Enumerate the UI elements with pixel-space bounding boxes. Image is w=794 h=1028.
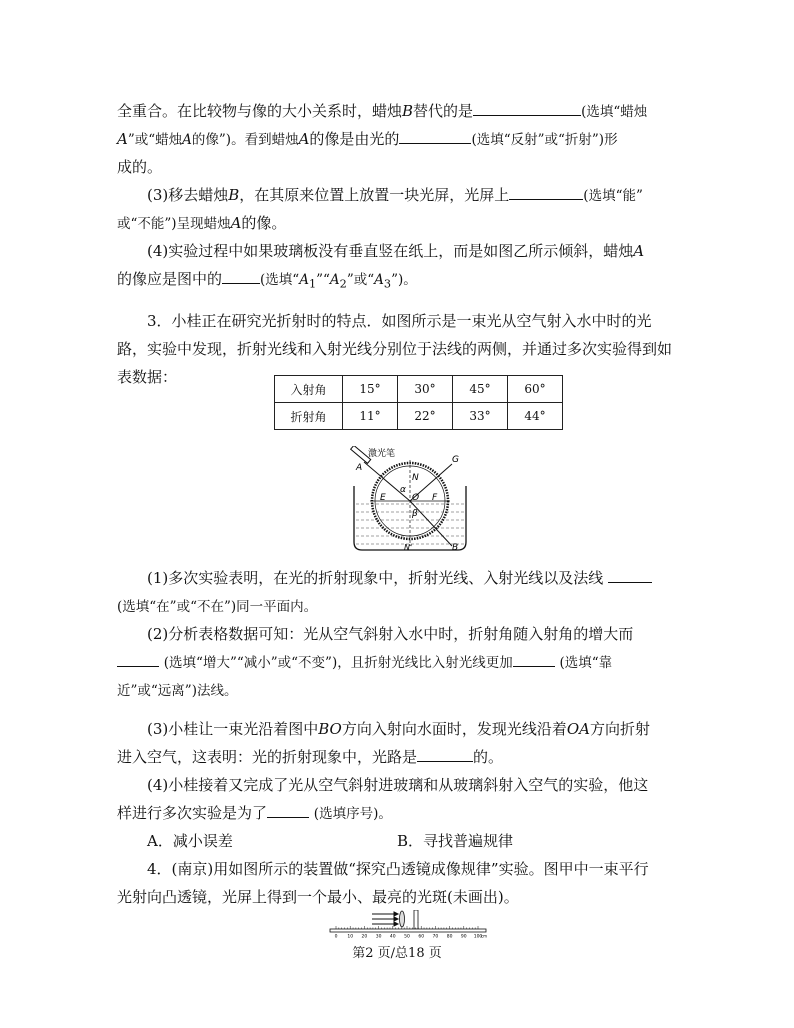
answer-blank[interactable] [117,648,159,667]
option-a[interactable]: A．减小误差 [147,832,233,850]
table-cell: 15° [343,376,398,403]
ruler-tick-labels [335,934,488,939]
page-footer: 第2 页/总18 页 [352,946,442,961]
table-row [275,376,563,403]
table-cell: 44° [508,403,563,430]
table-cell: 22° [398,403,453,430]
incident-ray [364,462,410,501]
q4-line-1: 4．(南京)用如图所示的装置做“探究凸透镜成像规律”实验。图甲中一束平行 [147,860,649,878]
q2-line-3: 成的。 [117,158,163,176]
ruler-tick-label: 10 [347,934,354,938]
ruler-tick-label: 40 [389,934,396,938]
label-N-prime: N' [404,543,413,552]
table-row [275,403,563,430]
q3-sub4-line-2: 样进行多次实验是为了 (选填序号)。 [117,799,679,828]
q2-line-1: 全重合。在比较物与像的大小关系时，蜡烛B替代的是 (选填“蜡烛 [117,97,679,126]
label-F: F [432,493,438,503]
q3-intro: 3．小桂正在研究光折射时的特点．如图所示是一束光从空气射入水中时的光路，实验中发现，折射光线和入射光线分别位于法线的两侧，并通过多次实验得到如表数据： [117,312,673,386]
table-cell: 折射角 [275,403,343,430]
ruler-tick-label: 100 [473,934,483,938]
ruler-tick-label: 0 [334,934,338,938]
label-beta: β [412,509,418,519]
refraction-figure [340,446,480,556]
refracted-ray [410,501,452,546]
ruler-tick-label: 20 [361,934,368,938]
q3-sub2-line-2: (选填“增大”“减小”或“不变”)，且折射光线比入射光线更加 (选填“靠 [117,648,679,677]
q3-sub1-line-1: (1)多次实验表明，在光的折射现象中，折射光线、入射光线以及法线 [117,564,679,592]
option-b[interactable]: B．寻找普遍规律 [397,832,514,850]
ruler-tick-label: 80 [446,934,453,938]
convex-lens [400,911,405,927]
q2-sub3-line-1: (3)移去蜡烛B，在其原来位置上放置一块光屏，光屏上 (选填“能” [117,181,679,210]
label-G: G [452,455,459,465]
q3-sub3-line-2: 进入空气，这表明：光的折射现象中，光路是 的。 [117,743,679,771]
table-cell: 入射角 [275,376,343,403]
parallel-light-arrows [372,912,398,926]
ruler-ticks [336,926,478,929]
ruler-tick-label: 50 [404,934,410,938]
label-N: N [412,473,419,483]
answer-blank[interactable] [399,125,471,144]
answer-blank[interactable] [473,97,581,116]
table-cell: 30° [398,376,453,403]
label-E: E [380,493,386,503]
q2-sub4-line-2: 的像应是图中的 (选填“$A_1”“A_2$”或“$A_3$”)。 [117,265,679,299]
q3-sub4-line-1: (4)小桂接着又完成了光从空气斜射进玻璃和从玻璃斜射入空气的实验，他这 [147,776,649,794]
answer-blank[interactable] [267,799,309,818]
answer-blank[interactable] [417,743,473,762]
label-O: O [412,493,420,503]
q3-sub3-line-1: (3)小桂让一束光沿着图中BO方向入射向水面时，发现光线沿着OA方向折射 [147,720,651,738]
label-alpha: α [400,485,406,495]
label-laser: 激光笔 [368,449,396,459]
table-cell: 60° [508,376,563,403]
ruler-unit: cm [480,933,488,938]
ruler-tick-label: 70 [432,934,439,938]
ruler-tick-label: 60 [418,934,425,938]
optical-bench [330,929,486,932]
table-cell: 11° [343,403,398,430]
angle-table [274,375,563,430]
table-cell: 45° [453,376,508,403]
answer-blank[interactable] [513,648,555,667]
light-screen [414,910,418,929]
q2-line-2: A”或“蜡烛A的像”)。看到蜡烛A的像是由光的 (选填“反射”或“折射”)形 [117,125,679,154]
q2-sub4-line-1: (4)实验过程中如果玻璃板没有垂直竖在纸上，而是如图乙所示倾斜，蜡烛A [147,242,645,260]
q2-sub3-line-2: 或“不能”)呈现蜡烛A的像。 [117,214,287,232]
answer-blank[interactable] [222,265,260,284]
answer-blank[interactable] [509,181,583,200]
q3-sub2-line-3: 近”或“远离”)法线。 [117,683,238,699]
q3-sub2-line-1: (2)分析表格数据可知：光从空气斜射入水中时，折射角随入射角的增大而 [147,625,634,643]
label-A: A [356,463,363,473]
q3-sub1-line-2: (选填“在”或“不在”)同一平面内。 [117,599,318,615]
label-B: B [452,543,459,553]
table-cell: 33° [453,403,508,430]
ruler-tick-label: 90 [460,934,467,938]
ruler-tick-label: 30 [375,934,382,938]
optical-bench-figure [328,910,488,938]
q4-line-2: 光射向凸透镜，光屏上得到一个最小、最亮的光斑(未画出)。 [117,888,519,906]
answer-blank[interactable] [608,564,652,583]
